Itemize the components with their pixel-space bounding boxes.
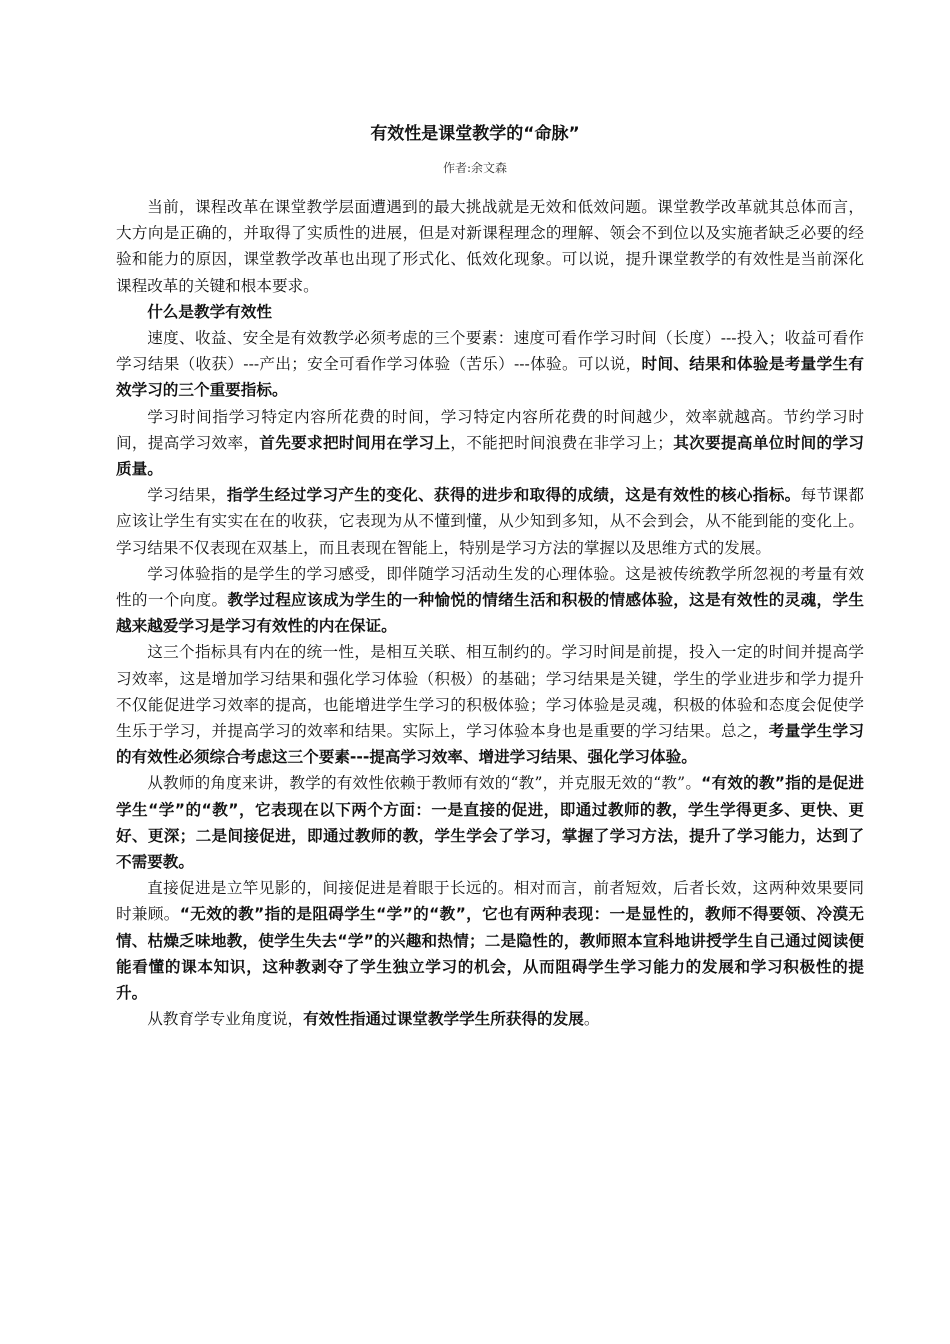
text-run: 学习体验指的是学生的学习感受，即伴随学习活动生发的心理体验。这是被传统教学所忽视的考量有效性的一个向度。 <box>116 564 864 610</box>
bold-text: 指学生经过学习产生的变化、获得的进步和取得的成绩，这是有效性的核心指标。 <box>226 486 801 505</box>
text-run: ，不能把时间浪费在非学习上； <box>450 433 673 452</box>
paragraph <box>116 770 864 875</box>
bold-text: 有效性指通过课堂教学学生所获得的发展 <box>303 1010 584 1029</box>
section-heading <box>116 299 864 325</box>
bold-text: “有效的教”指的是促进学生“学”的“教”，它表现在以下两个方面：一是直接的促进，即通过教师的教，学生学得更多、更快、更好、更深；二是间接促进，即通过教师的教，学生学会了学习，掌握了学习方法，提升了学习能力，达到了不需要教。 <box>116 774 865 872</box>
paragraph <box>116 194 864 299</box>
text-run: 从教师的角度来讲，教学的有效性依赖于教师有效的“教”，并克服无效的“教”。 <box>147 774 702 793</box>
paragraph <box>116 325 864 404</box>
text-run: 直接促进是立竿见影的，间接促进是着眼于长远的。相对而言，前者短效，后者长效，这两种效果要同时兼顾。 <box>116 879 864 924</box>
text-run: 这三个指标具有内在的统一性，是相互关联、相互制约的。学习时间是前提，投入一定的时间并提高学习效率，这是增加学习结果和强化学习体验（积极）的基础；学习结果是关键，学生的学业进步和学力提升不仅能促进学习效率的提高，也能增进学生学习的积极体验；学习体验是灵魂，积极的体验和态度会促使学生乐于学习，并提高学习的效率和结果。实际上，学习体验本身也是重要的学习结果。总之， <box>116 643 864 741</box>
bold-text: 其次要提高单位时间的学习质量。 <box>116 433 864 479</box>
document-title: 有效性是课堂教学的“命脉” <box>370 124 580 144</box>
text-run: 从教育学专业角度说， <box>147 1010 304 1029</box>
text-run: 速度、收益、安全是有效教学必须考虑的三个要素：速度可看作学习时间（长度）---投入；收益可看作学习结果（收获）---产出；安全可看作学习体验（苦乐）---体验。可以说， <box>116 329 864 374</box>
paragraph <box>116 482 864 561</box>
paragraph <box>116 875 864 1006</box>
text-run: 学习时间指学习特定内容所花费的时间，学习特定内容所花费的时间越少，效率就越高。节约学习时间，提高学习效率， <box>116 407 864 452</box>
document-body <box>116 194 864 1033</box>
bold-text: 考量学生学习的有效性必须综合考虑这三个要素---提高学习效率、增进学习结果、强化学习体验。 <box>116 722 864 767</box>
bold-text: 时间、结果和体验是考量学生有效学习的三个重要指标。 <box>116 355 864 400</box>
bold-text: 教学过程应该成为学生的一种愉悦的情绪生活和积极的情感体验，这是有效性的灵魂，学生越来越爱学习是学习有效性的内在保证。 <box>116 591 864 636</box>
paragraph <box>116 404 864 483</box>
bold-text: 首先要求把时间用在学习上 <box>259 433 451 452</box>
text-run: 学习结果， <box>147 486 227 505</box>
paragraph <box>116 639 864 770</box>
document-author: 作者:余文森 <box>442 161 508 175</box>
text-run: 当前，课程改革在课堂教学层面遭遇到的最大挑战就是无效和低效问题。课堂教学改革就其总体而言，大方向是正确的，并取得了实质性的进展，但是对新课程理念的理解、领会不到位以及实施者缺乏必要的经验和能力的原因，课堂教学改革也出现了形式化、低效化现象。可以说，提升课堂教学的有效性是当前深化课程改革的关键和根本要求。 <box>116 198 864 295</box>
paragraph <box>116 561 864 640</box>
bold-text: “无效的教”指的是阻碍学生“学”的“教”，它也有两种表现：一是显性的，教师不得要领、冷漠无情、枯燥乏味地教，使学生失去“学”的兴趣和热情；二是隐性的，教师照本宣科地讲授学生自己通过阅读便能看懂的课本知识，这种教剥夺了学生独立学习的机会，从而阻碍学生学习能力的发展和学习积极性的提升。 <box>116 905 864 1003</box>
text-run: 。 <box>583 1010 600 1029</box>
bold-text: 什么是教学有效性 <box>147 302 272 321</box>
paragraph <box>116 1006 864 1032</box>
text-run: 每节课都应该让学生有实实在在的收获，它表现为从不懂到懂，从少知到多知，从不会到会，从不能到能的变化上。学习结果不仅表现在双基上，而且表现在智能上，特别是学习方法的掌握以及思维方式的发展。 <box>116 486 864 557</box>
